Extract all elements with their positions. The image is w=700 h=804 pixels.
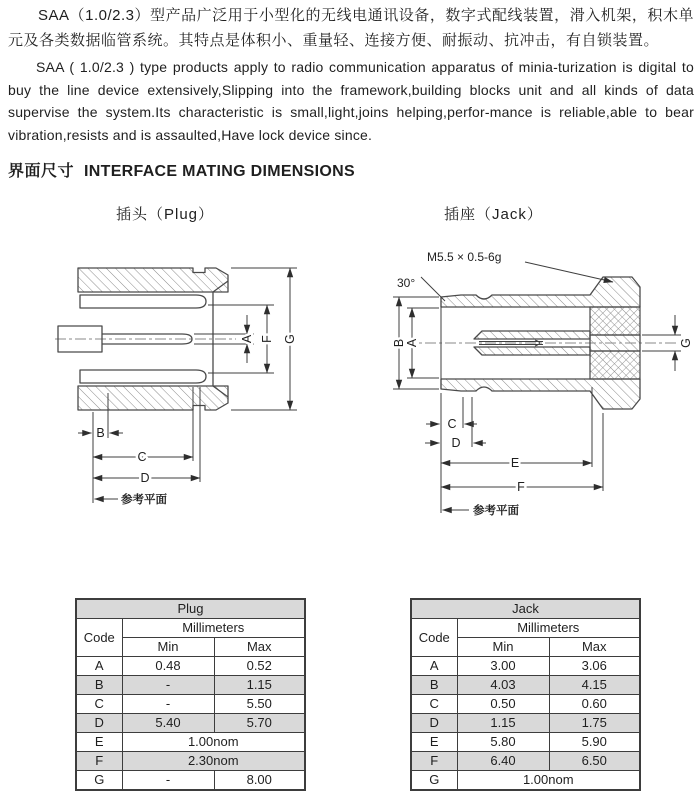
table-cell: A [76, 657, 122, 676]
table-row [76, 714, 305, 733]
table-cell: D [76, 714, 122, 733]
table-cell: - [122, 771, 214, 791]
table-row [76, 657, 305, 676]
plug-figure-label: 插头（Plug） [116, 206, 215, 223]
table-cell: 5.80 [457, 733, 549, 752]
plug-cross-section [55, 268, 236, 410]
table-cell: 0.52 [214, 657, 305, 676]
table-row [76, 599, 305, 619]
table-cell: 5.90 [549, 733, 640, 752]
table-cell: G [76, 771, 122, 791]
jack-table-min-header: Min [457, 638, 549, 657]
jack-dim-g: G [679, 338, 693, 348]
table-cell: C [76, 695, 122, 714]
table-cell: B [76, 676, 122, 695]
table-row [76, 733, 305, 752]
table-row [411, 599, 640, 619]
jack-dim-b: B [392, 338, 406, 348]
table-cell: 0.48 [122, 657, 214, 676]
jack-shell-bottom [441, 379, 640, 409]
plug-contact-finger-bottom [80, 370, 206, 383]
jack-thread-leader [525, 262, 613, 282]
table-cell: 6.50 [549, 752, 640, 771]
table-cell: 4.15 [549, 676, 640, 695]
plug-table-unit-header: Millimeters [122, 619, 305, 638]
jack-dim-a: A [405, 338, 419, 348]
table-row [411, 733, 640, 752]
jack-ref-plane-label: 参考平面 [473, 505, 519, 517]
jack-table-unit-header: Millimeters [457, 619, 640, 638]
jack-drawing [385, 235, 700, 535]
table-row [411, 714, 640, 733]
table-cell: C [411, 695, 457, 714]
table-row [411, 619, 640, 638]
table-cell: 6.40 [457, 752, 549, 771]
table-cell: 1.00nom [122, 733, 305, 752]
table-cell: F [411, 752, 457, 771]
plug-ref-plane-label: 参考平面 [121, 494, 167, 506]
table-cell: B [411, 676, 457, 695]
jack-center-conductor [590, 335, 640, 351]
table-row [76, 676, 305, 695]
jack-insulator-top [590, 307, 640, 335]
jack-table-title: Jack [411, 599, 640, 619]
plug-table-max-header: Max [214, 638, 305, 657]
table-row [76, 752, 305, 771]
section-title [8, 158, 355, 181]
table-cell: 1.00nom [457, 771, 640, 791]
table-cell: 5.50 [214, 695, 305, 714]
plug-table-min-header: Min [122, 638, 214, 657]
table-row [411, 752, 640, 771]
plug-shell-top [78, 268, 228, 292]
jack-angle-label: 30° [397, 276, 416, 290]
table-cell: 5.40 [122, 714, 214, 733]
plug-dim-d: D [140, 471, 150, 485]
table-cell: 1.15 [214, 676, 305, 695]
jack-figure-label: 插座（Jack） [444, 206, 543, 223]
table-row [411, 676, 640, 695]
table-row [76, 771, 305, 791]
jack-dim-e: E [510, 456, 520, 470]
table-row [411, 695, 640, 714]
table-cell: 0.60 [549, 695, 640, 714]
plug-dim-c: C [137, 450, 147, 464]
table-cell: 5.70 [214, 714, 305, 733]
jack-insulator-bottom [590, 351, 640, 379]
jack-dim-d: D [451, 436, 461, 450]
table-cell: D [411, 714, 457, 733]
table-cell: F [76, 752, 122, 771]
plug-table-code-header: Code [76, 619, 122, 657]
plug-dim-a: A [240, 334, 254, 344]
plug-spec-table [75, 598, 306, 791]
table-cell: E [76, 733, 122, 752]
section-title-en: INTERFACE MATING DIMENSIONS [84, 163, 355, 180]
intro-paragraph-en: SAA ( 1.0/2.3 ) type products apply to radio communication apparatus of minia-turization is digital to buy the line device extensively,Slipping into the framework,building blocks unit and all kinds of data supervise the system.Its characteristic is small,light,joins helping,perfor-mance is reliable,able to bear vibration,resists and is assaulted,Have lock device since. [8, 59, 694, 143]
table-cell: 2.30nom [122, 752, 305, 771]
plug-dim-b: B [96, 426, 105, 440]
table-cell: A [411, 657, 457, 676]
table-cell: 1.75 [549, 714, 640, 733]
plug-dim-f: F [260, 335, 274, 343]
jack-dim-c: C [447, 417, 457, 431]
table-cell: - [122, 676, 214, 695]
jack-spec-table [410, 598, 641, 791]
section-title-zh: 界面尺寸 [8, 163, 75, 180]
table-cell: 1.15 [457, 714, 549, 733]
table-cell: - [122, 695, 214, 714]
intro-paragraph-zh: SAA（1.0/2.3）型产品广泛用于小型化的无线电通讯设备，数字式配线装置，滑入机架，积木单元及各类数据临管系统。其特点是体积小、重量轻、连接方便、耐振动、抗冲击，有自锁装置。 [8, 7, 694, 49]
jack-socket-bar-bottom [474, 347, 590, 355]
jack-thread-label: M5.5 × 0.5-6g [427, 250, 502, 264]
table-cell: 3.06 [549, 657, 640, 676]
jack-dimension-lines [392, 297, 693, 517]
table-cell: 8.00 [214, 771, 305, 791]
jack-socket-bar-top [474, 331, 590, 339]
table-row [76, 695, 305, 714]
table-row [411, 771, 640, 791]
jack-table-code-header: Code [411, 619, 457, 657]
table-cell: 4.03 [457, 676, 549, 695]
plug-table-title: Plug [76, 599, 305, 619]
jack-cross-section [405, 277, 687, 409]
plug-dim-g: G [283, 334, 297, 344]
table-cell: E [411, 733, 457, 752]
table-cell: 0.50 [457, 695, 549, 714]
plug-contact-finger-top [80, 295, 206, 308]
jack-table-max-header: Max [549, 638, 640, 657]
jack-annotations [397, 250, 613, 290]
table-cell: 3.00 [457, 657, 549, 676]
plug-shell-bottom [78, 386, 228, 410]
table-row [76, 619, 305, 638]
table-cell: G [411, 771, 457, 791]
plug-drawing [55, 235, 310, 530]
table-row [411, 657, 640, 676]
jack-dim-f: F [517, 480, 525, 494]
